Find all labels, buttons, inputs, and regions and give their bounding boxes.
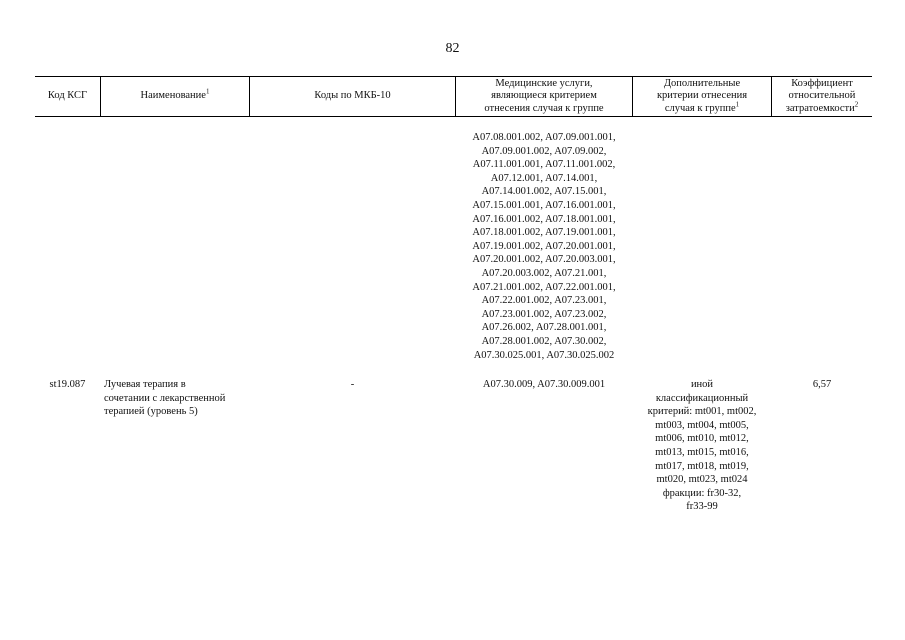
header-name: Наименование$^1$ xyxy=(140,87,210,102)
header-coefficient: Коэффициент относительной затратоемкости$^2$ xyxy=(785,77,859,114)
row-additional-criteria: иной классификационный критерий: mt001, mt002, mt003, mt004, mt005, mt006, mt010, mt012, mt013, mt015, mt016, mt017, mt018, mt019, mt020, mt023, mt024 фракции: fr30-32, fr33-99 xyxy=(647,379,757,513)
header-medical-services: Медицинские услуги, являющиеся критерием отнесения случая к группе xyxy=(484,77,604,114)
page-number: 82 xyxy=(445,41,460,56)
row-medical-services: A07.30.009, A07.30.009.001 xyxy=(482,379,606,390)
continued-services-list: A07.08.001.002, A07.09.001.001, A07.09.001.002, A07.09.002, A07.11.001.001, A07.11.001.002, A07.12.001, A07.14.001, A07.14.001.002, A07.15.001, A07.15.001.001, A07.16.001.001, A07.16.001.002, A07.18.001.001, A07.18.001.002, A07.19.001.001, A07.19.001.002, A07.20.001.001, A07.20.001.002, A07.20.003.001, A07.20.003.002, A07.21.001, A07.21.001.002, A07.22.001.001, A07.22.001.002, A07.23.001, A07.23.001.002, A07.23.002, A07.26.002, A07.28.001.001, A07.28.001.002, A07.30.002, A07.30.025.001, A07.30.025.002 xyxy=(472,132,616,361)
header-ksg-code: Код КСГ xyxy=(47,90,88,102)
row-ksg-code: st19.087 xyxy=(49,379,86,390)
row-name: Лучевая терапия в сочетании с лекарственной терапией (уровень 5) xyxy=(104,379,226,418)
header-icd-codes: Коды по МКБ-10 xyxy=(314,90,391,102)
row-icd-codes: - xyxy=(350,379,355,390)
header-additional-criteria: Дополнительные критерии отнесения случая к группе$^1$ xyxy=(656,77,748,114)
row-coefficient: 6,57 xyxy=(812,379,832,390)
